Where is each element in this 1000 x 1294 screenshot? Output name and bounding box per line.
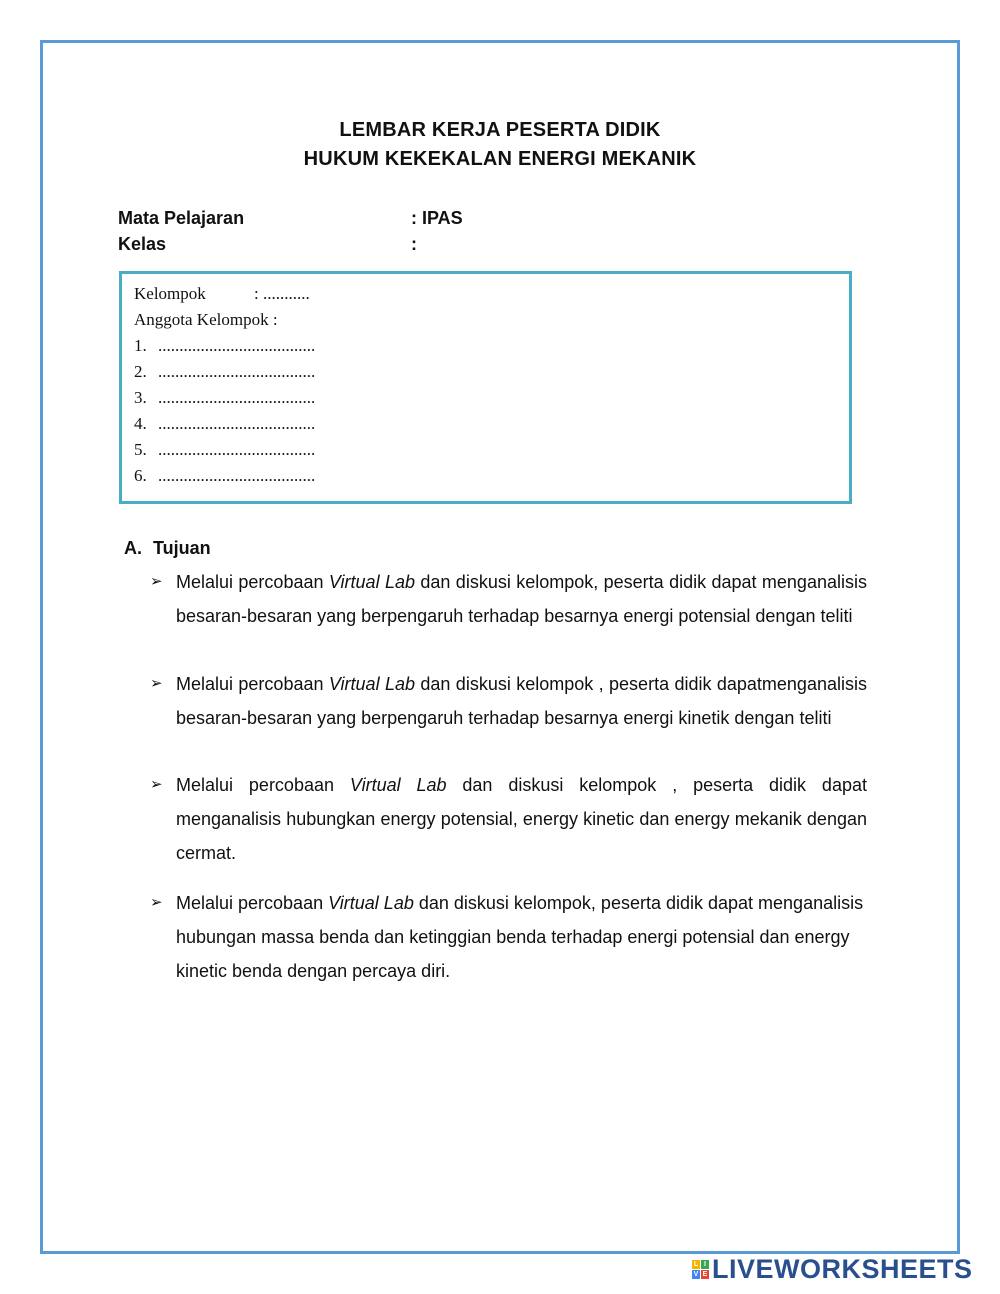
arrow-bullet-icon: ➢ bbox=[150, 573, 163, 590]
objective-text: Melalui percobaan Virtual Lab dan diskusi kelompok, peserta didik dapat menganalisis hubungan massa benda dan ketinggian benda terhadap energi potensial dan energy kinetic benda dengan percaya diri. bbox=[176, 893, 864, 981]
member-row[interactable] bbox=[134, 414, 315, 434]
member-row[interactable] bbox=[134, 388, 315, 408]
objective-text: Melalui percobaan Virtual Lab dan diskusi kelompok, peserta didik dapat menganalisis besaran-besaran yang berpengaruh terhadap besarnya energi potensial dengan teliti bbox=[176, 572, 867, 626]
worksheet-title: LEMBAR KERJA PESERTA DIDIK bbox=[339, 119, 661, 141]
subject-label: Mata Pelajaran bbox=[118, 208, 245, 228]
section-heading-tujuan bbox=[124, 538, 211, 559]
group-input[interactable]: : ........... bbox=[254, 284, 310, 303]
group-info-box bbox=[119, 271, 852, 504]
member-row[interactable] bbox=[134, 336, 315, 356]
member-number: 4. bbox=[134, 414, 147, 433]
class-value[interactable]: : bbox=[411, 234, 417, 254]
member-number: 5. bbox=[134, 440, 147, 459]
logo-block: E bbox=[702, 1270, 708, 1278]
group-row bbox=[134, 284, 310, 304]
member-blank[interactable]: ..................................... bbox=[158, 362, 316, 381]
logo-block: I bbox=[701, 1260, 709, 1269]
member-number: 1. bbox=[134, 336, 147, 355]
group-label: Kelompok bbox=[134, 284, 206, 303]
logo-wordmark: LIVEWORKSHEETS bbox=[712, 1253, 973, 1284]
member-row[interactable] bbox=[134, 440, 315, 460]
section-letter: A. bbox=[124, 538, 142, 558]
class-label: Kelas bbox=[118, 234, 167, 254]
logo-block: L bbox=[693, 1260, 699, 1268]
arrow-bullet-icon: ➢ bbox=[150, 776, 163, 793]
member-row[interactable] bbox=[134, 466, 315, 486]
arrow-bullet-icon: ➢ bbox=[150, 675, 163, 692]
member-number: 6. bbox=[134, 466, 147, 485]
member-blank[interactable]: ..................................... bbox=[158, 388, 316, 407]
member-row[interactable] bbox=[134, 362, 315, 382]
logo-block: V bbox=[693, 1270, 699, 1278]
member-blank[interactable]: ..................................... bbox=[158, 440, 316, 459]
members-label: Anggota Kelompok : bbox=[134, 310, 278, 329]
worksheet-subtitle: HUKUM KEKEKALAN ENERGI MEKANIK bbox=[303, 148, 697, 170]
member-blank[interactable]: ..................................... bbox=[158, 466, 316, 485]
logo-blocks-icon bbox=[692, 1260, 709, 1279]
liveworksheets-logo bbox=[692, 1254, 973, 1284]
section-title: Tujuan bbox=[153, 538, 211, 558]
subject-value: : IPAS bbox=[411, 208, 463, 228]
objective-text: Melalui percobaan Virtual Lab dan diskusi kelompok , peserta didik dapatmenganalisis besaran-besaran yang berpengaruh terhadap besarnya energi kinetik dengan teliti bbox=[176, 674, 867, 728]
member-blank[interactable]: ..................................... bbox=[158, 336, 316, 355]
member-number: 2. bbox=[134, 362, 147, 381]
arrow-bullet-icon: ➢ bbox=[150, 894, 163, 911]
objective-text: Melalui percobaan Virtual Lab dan diskusi kelompok , peserta didik dapat menganalisis hubungkan energy potensial, energy kinetic dan energy mekanik dengan cermat. bbox=[176, 775, 867, 863]
member-number: 3. bbox=[134, 388, 147, 407]
member-blank[interactable]: ..................................... bbox=[158, 414, 316, 433]
